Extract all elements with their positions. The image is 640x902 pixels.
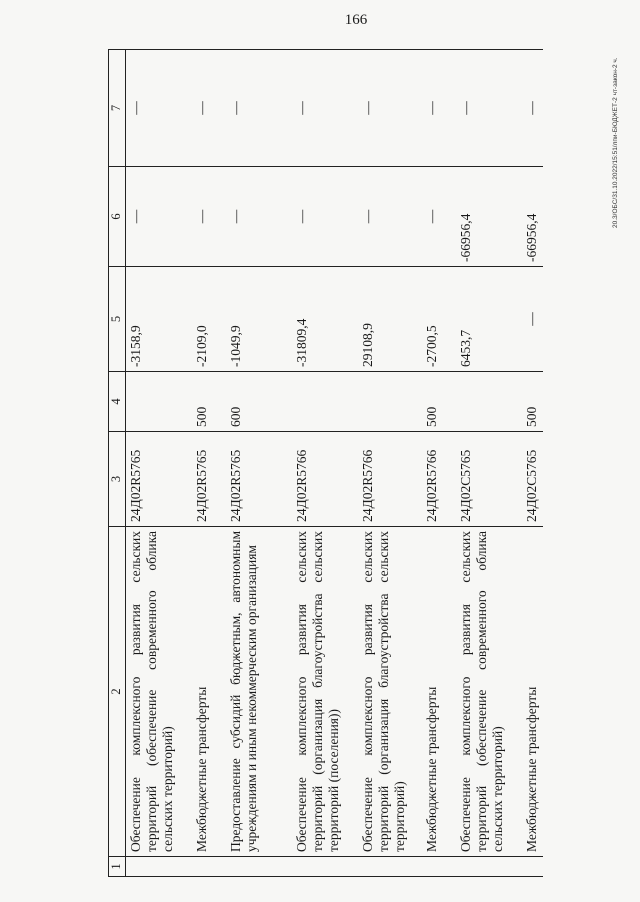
header-col-7: 7 [109,50,126,167]
row-col7: — [456,50,522,167]
header-col-6: 6 [109,167,126,267]
table-row [192,50,226,877]
row-vr: 500 [192,372,226,432]
document-footer-code: 20.3/ОБС/31.10.2022/15:51/лпи-БЮДЖЕТ-2 чт-закон-2 ч. [612,57,619,228]
row-name: Межбюджетные трансферты [522,527,544,857]
table-row [292,50,358,877]
cell-blank [192,857,226,877]
row-col7: — [358,50,422,167]
header-row [109,50,126,877]
cell-blank [292,857,358,877]
row-name: Межбюджетные трансферты [192,527,226,857]
row-vr [358,372,422,432]
cell-blank [126,857,192,877]
header-col-1: 1 [109,857,126,877]
row-col7: — [292,50,358,167]
row-col7: — [226,50,292,167]
row-code: 24Д02R5765 [192,432,226,527]
row-vr [456,372,522,432]
row-name: Межбюджетные трансферты [422,527,456,857]
header-col-2: 2 [109,527,126,857]
cell-blank [456,857,522,877]
row-col5: -3158,9 [126,267,192,372]
row-name: Предоставление субсидий бюджетным, автономным учреждениям и иным некоммерческим организациям [226,527,292,857]
row-col6: — [422,167,456,267]
cell-blank [226,857,292,877]
budget-table [108,49,543,877]
page-number: 166 [344,12,368,28]
row-code: 24Д02R5765 [126,432,192,527]
row-col6: — [192,167,226,267]
table-row [422,50,456,877]
row-vr [292,372,358,432]
row-code: 24Д02С5765 [522,432,544,527]
row-name: Обеспечение комплексного развития сельских территорий (обеспечение современного облика сельских территорий) [456,527,522,857]
row-col6: — [126,167,192,267]
table-row [358,50,422,877]
row-col7: — [422,50,456,167]
table-row [522,50,544,877]
row-vr: 500 [422,372,456,432]
row-col5: 6453,7 [456,267,522,372]
row-col6: — [358,167,422,267]
row-col6: -66956,4 [522,167,544,267]
row-name: Обеспечение комплексного развития сельских территорий (организация благоустройства сельских территорий) [358,527,422,857]
row-col7: — [522,50,544,167]
header-col-4: 4 [109,372,126,432]
row-col7: — [192,50,226,167]
row-code: 24Д02R5765 [226,432,292,527]
row-code: 24Д02R5766 [422,432,456,527]
header-col-3: 3 [109,432,126,527]
row-col6: — [226,167,292,267]
row-name: Обеспечение комплексного развития сельских территорий (обеспечение современного облика сельских территорий) [126,527,192,857]
header-col-5: 5 [109,267,126,372]
row-col5: -31809,4 [292,267,358,372]
row-vr: 500 [522,372,544,432]
row-col5: -1049,9 [226,267,292,372]
row-col7: — [126,50,192,167]
row-vr [126,372,192,432]
table-row [126,50,192,877]
row-col6: — [292,167,358,267]
table-row [226,50,292,877]
row-code: 24Д02С5765 [456,432,522,527]
cell-blank [522,857,544,877]
row-vr: 600 [226,372,292,432]
rotated-table-wrapper [108,50,543,877]
table-row [456,50,522,877]
cell-blank [358,857,422,877]
row-code: 24Д02R5766 [358,432,422,527]
row-col5: — [522,267,544,372]
row-code: 24Д02R5766 [292,432,358,527]
row-col5: 29108,9 [358,267,422,372]
row-col6: -66956,4 [456,167,522,267]
row-col5: -2109,0 [192,267,226,372]
cell-blank [422,857,456,877]
row-name: Обеспечение комплексного развития сельских территорий (организация благоустройства сельских территорий (поселения)) [292,527,358,857]
row-col5: -2700,5 [422,267,456,372]
